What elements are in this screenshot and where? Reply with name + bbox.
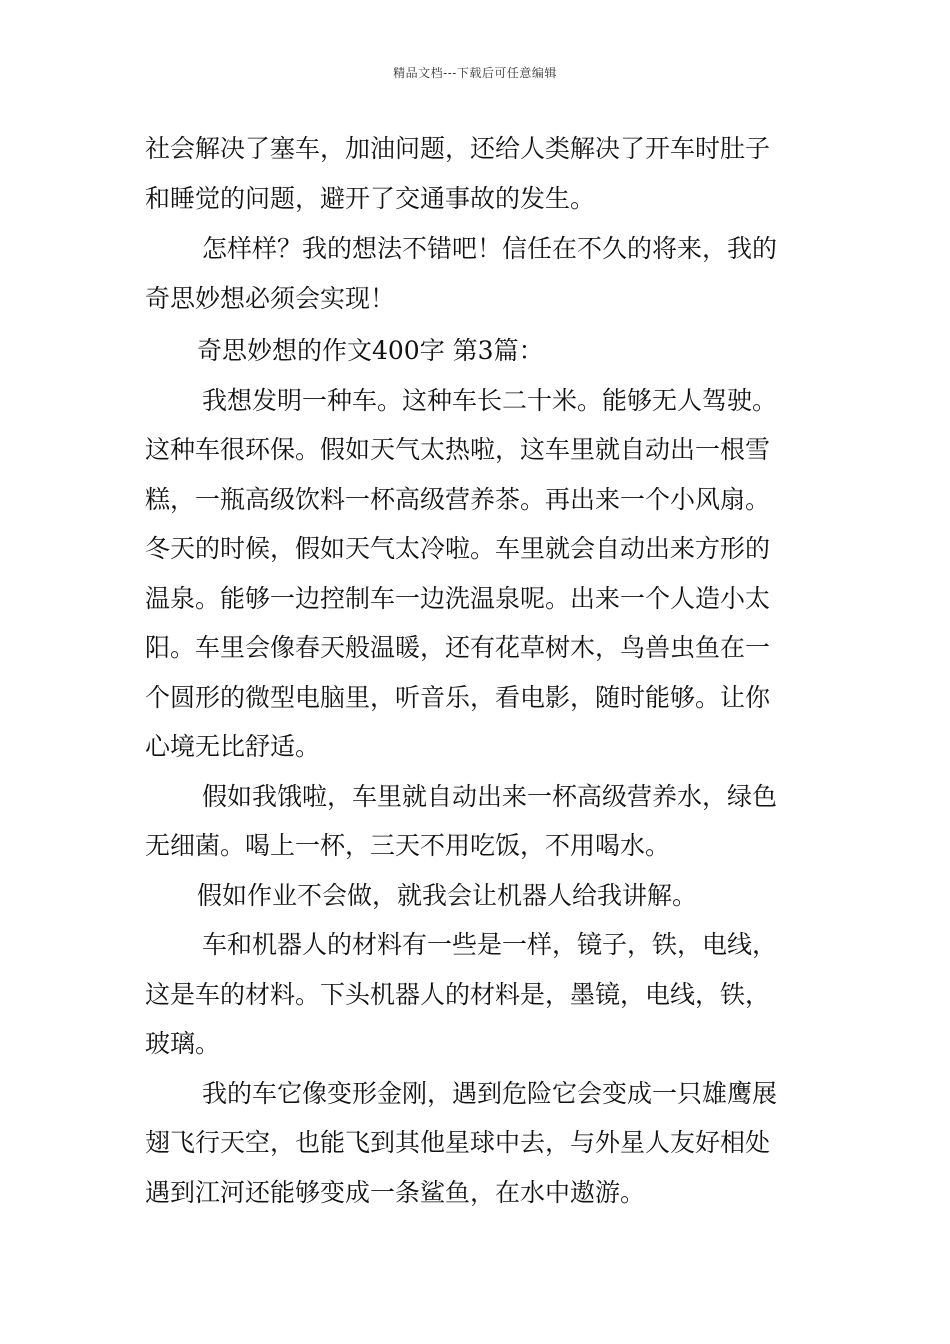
text-line: 这种车很环保。假如天气太热啦，这车里就自动出一根雪 [145, 435, 771, 464]
text-line: 假如作业不会做，就我会让机器人给我讲解。 [197, 881, 698, 910]
text-line: 糕，一瓶高级饮料一杯高级营养茶。再出来一个小风扇。 [145, 485, 771, 514]
section-heading: 奇思妙想的作文400字 第3篇： [197, 336, 544, 365]
text-line: 冬天的时候，假如天气太冷啦。车里就会自动出来方形的 [145, 534, 771, 563]
text-line: 心境无比舒适。 [145, 732, 321, 761]
text-line: 温泉。能够一边控制车一边洗温泉呢。出来一个人造小太 [145, 584, 771, 613]
page-header: 精品文档---下载后可任意编辑 [393, 66, 557, 80]
text-line: 这是车的材料。下头机器人的材料是，墨镜，电线，铁， [145, 980, 771, 1009]
text-line: 个圆形的微型电脑里，听音乐，看电影，随时能够。让你 [145, 683, 771, 712]
text-line: 社会解决了塞车，加油问题，还给人类解决了开车时肚子 [145, 134, 771, 163]
text-line: 阳。车里会像春天般温暖，还有花草树木，鸟兽虫鱼在一 [145, 633, 771, 662]
text-line: 遇到江河还能够变成一条鲨鱼，在水中遨游。 [145, 1178, 646, 1207]
text-line: 翅飞行天空，也能飞到其他星球中去，与外星人友好相处 [145, 1128, 771, 1157]
text-line: 假如我饿啦，车里就自动出来一杯高级营养水，绿色 [202, 782, 778, 811]
text-line: 玻璃。 [145, 1029, 221, 1058]
text-line: 车和机器人的材料有一些是一样，镜子，铁，电线， [202, 930, 778, 959]
text-line: 怎样样？我的想法不错吧！信任在不久的将来，我的 [202, 234, 778, 263]
text-line: 无细菌。喝上一杯，三天不用吃饭，不用喝水。 [145, 831, 671, 860]
text-line: 和睡觉的问题，避开了交通事故的发生。 [145, 184, 596, 213]
text-line: 我想发明一种车。这种车长二十米。能够无人驾驶。 [202, 386, 778, 415]
text-line: 我的车它像变形金刚，遇到危险它会变成一只雄鹰展 [202, 1079, 778, 1108]
text-line: 奇思妙想必须会实现！ [145, 284, 396, 313]
